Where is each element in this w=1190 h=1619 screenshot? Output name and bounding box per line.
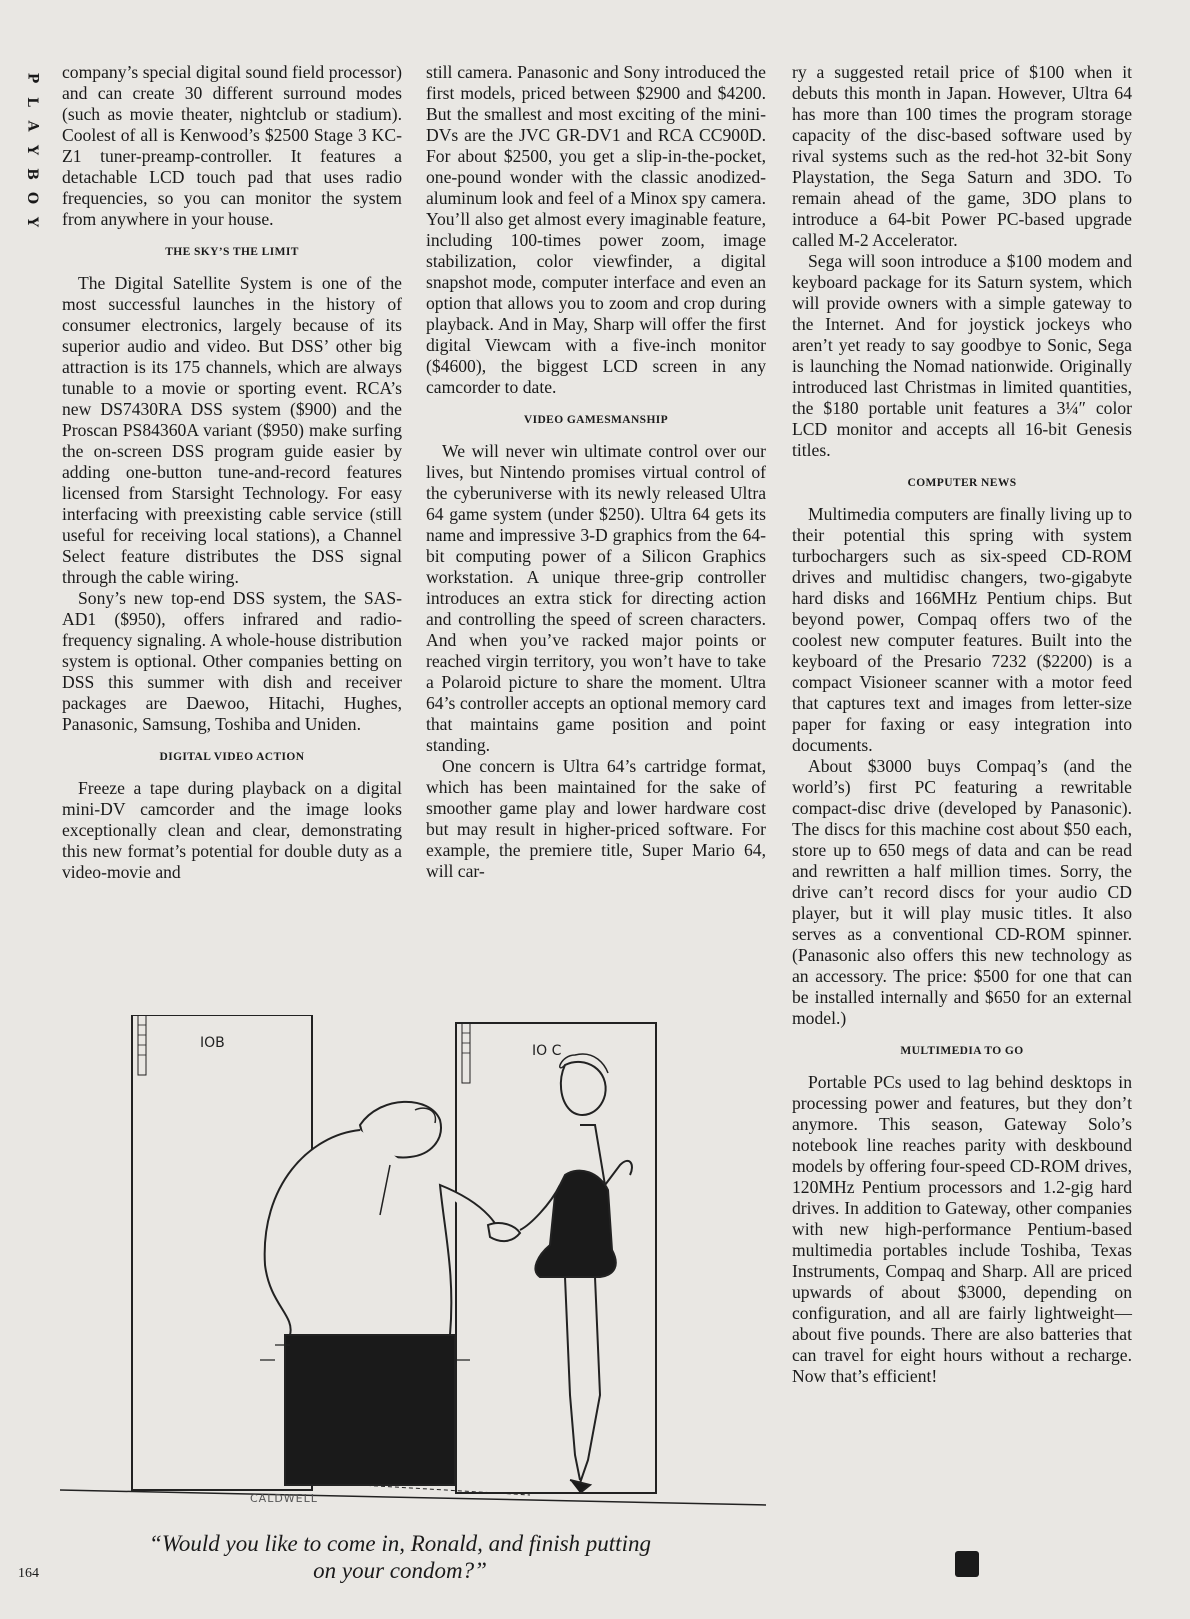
body-paragraph: One concern is Ultra 64’s cartridge format, which has been maintained for the sake of smoother game play and lower hardware cost but may result in higher-priced software. For example, the premiere title, Super Mario 64, will car- bbox=[426, 756, 766, 881]
body-paragraph: We will never win ultimate control over our lives, but Nintendo promises virtual control of the cyberuniverse with its newly released Ultra 64 game system (under $250). Ultra 64 gets its name and impressive 3-D graphics from the 64-bit computing power of a Silicon Graphics workstation. A unique three-grip controller introduces an extra stick for directing action and controlling the speed of screen characters. And when you’ve racked major points or reached virgin territory, you won’t have to take a Polaroid picture to share the moment. Ultra 64’s controller accepts an optional memory card that maintains game position and point standing. bbox=[426, 441, 766, 755]
cartoonist-signature: CALDWELL bbox=[250, 1492, 318, 1505]
handshake bbox=[488, 1223, 520, 1241]
page-number: 164 bbox=[18, 1566, 39, 1581]
rabbit-end-mark-icon bbox=[955, 1551, 979, 1577]
article-column-3 bbox=[792, 62, 1132, 1387]
section-logo-letter: Y bbox=[24, 145, 40, 155]
body-paragraph: Multimedia computers are finally living up to their potential this spring with system turbochargers such as six-speed CD-ROM drives and multidisc changers, two-gigabyte hard disks and 166MHz Pentium chips. But beyond power, Compaq offers two of the coolest new computer features. Built into the keyboard of the Presario 7232 ($2200) is a compact Visioneer scanner with a motor feed that captures text and images from letter-size paper for faxing or easy integration into documents. bbox=[792, 504, 1132, 755]
body-paragraph: ry a suggested retail price of $100 when it debuts this month in Japan. However, Ultra 64 has more than 100 times the program storage capacity of the disc-based software used by rival systems such as the red-hot 32-bit Sony Playstation, the Sega Saturn and 3DO. To remain ahead of the game, 3DO plans to introduce a 64-bit Power PC-based upgrade called M-2 Accelerator. bbox=[792, 62, 1132, 250]
door-left-label: IOB bbox=[200, 1035, 225, 1051]
section-logo bbox=[22, 66, 42, 234]
section-logo-letter: A bbox=[24, 120, 40, 132]
section-logo-letter: B bbox=[24, 168, 40, 180]
section-logo-letter: O bbox=[23, 191, 40, 205]
section-logo-letter: Y bbox=[24, 217, 40, 227]
section-heading: COMPUTER NEWS bbox=[907, 477, 1017, 489]
floor-line bbox=[60, 1490, 766, 1505]
body-paragraph: The Digital Satellite System is one of the most successful launches in the history of consumer electronics, largely because of its superior audio and video. But DSS’ other big attraction is its 175 channels, which are always tunable to a movie or sporting event. RCA’s new DS7430RA DSS system ($900) and the Proscan PS84360A variant ($950) make surfing the on-screen DSS program guide easier by adding one-button tune-and-record features licensed from Starsight Technology. For easy interfacing with preexisting cable service (still useful for receiving local stations), a Channel Select feature distributes the DSS signal through the cable wiring. bbox=[62, 273, 402, 587]
section-heading: MULTIMEDIA TO GO bbox=[900, 1045, 1024, 1057]
section-heading: DIGITAL VIDEO ACTION bbox=[159, 751, 305, 763]
section-heading: THE SKY’S THE LIMIT bbox=[165, 246, 299, 258]
section-logo-letter: L bbox=[24, 97, 40, 107]
body-paragraph: Sega will soon introduce a $100 modem and keyboard package for its Saturn system, which will provide owners with a simple gateway to the Internet. And for joystick jockeys who aren’t yet ready to say goodbye to Sonic, Sega is launching the Nomad nationwide. Originally introduced last Christmas in limited quantities, the $180 portable unit features a 3¼″ color LCD monitor and accepts all 16-bit Genesis titles. bbox=[792, 251, 1132, 460]
man-figure bbox=[260, 1102, 500, 1485]
woman-figure bbox=[520, 1054, 632, 1493]
body-paragraph: still camera. Panasonic and Sony introduced the first models, priced between $2900 and $4200. But the smallest and most exciting of the mini-DVs are the JVC GR-DV1 and RCA CC900D. For about $2500, you get a slip-in-the-pocket, one-pound wonder with the classic anodized-aluminum look and feel of a Minox spy camera. You’ll also get almost every imaginable feature, including 100-times power zoom, image stabilization, color viewfinder, a digital snapshot mode, computer interface and even an option that allows you to zoom and crop during playback. And in May, Sharp will offer the first digital Viewcam with a five-inch monitor ($4600), the biggest LCD screen in any camcorder to date. bbox=[426, 62, 766, 397]
door-right-label: IO C bbox=[532, 1043, 562, 1059]
body-paragraph: Sony’s new top-end DSS system, the SAS-AD1 ($950), offers infrared and radio-frequency signaling. A whole-house distribution system is optional. Other companies betting on DSS this summer with dish and receiver packages are Daewoo, Hitachi, Hughes, Panasonic, Samsung, Toshiba and Uniden. bbox=[62, 588, 402, 734]
body-paragraph: About $3000 buys Compaq’s (and the world’s) first PC featuring a rewritable compact-disc drive (developed by Panasonic). The discs for this machine cost about $50 each, store up to 650 megs of data and can be read and rewritten a half million times. Sorry, the drive can’t record discs for your audio CD player, but it will play music titles. It also serves as a conventional CD-ROM spinner. (Panasonic also offers this new technology as an accessory. The price: $500 for one that can be installed internally and $650 for an external model.) bbox=[792, 756, 1132, 1028]
section-logo-letter: P bbox=[24, 72, 40, 84]
caption-line-2: on your condom?” bbox=[313, 1558, 487, 1583]
article-column-1 bbox=[62, 62, 402, 883]
cartoon-caption bbox=[110, 1530, 690, 1584]
section-heading: VIDEO GAMESMANSHIP bbox=[523, 414, 669, 426]
body-paragraph: company’s special digital sound field processor) and can create 30 different surround modes (such as movie theater, nightclub or stadium). Coolest of all is Kenwood’s $2500 Stage 3 KC-Z1 tuner-preamp-controller. It features a detachable LCD touch pad that uses radio frequencies, so you can monitor the system from anywhere in your house. bbox=[62, 62, 402, 229]
body-paragraph: Portable PCs used to lag behind desktops in processing power and features, but they don’t anymore. This season, Gateway Solo’s notebook line reaches parity with deskbound models by offering four-speed CD-ROM drives, 120MHz Pentium processors and 1.2-gig hard drives. In addition to Gateway, other companies with new high-performance Pentium-based multimedia portables include Toshiba, Texas Instruments, Compaq and Sharp. All are priced upwards of about $3000, depending on configuration, and all are fairly lightweight—about five pounds. There are also batteries that can travel for eight hours without a recharge. Now that’s efficient! bbox=[792, 1072, 1132, 1386]
cartoon-illustration bbox=[60, 1015, 766, 1525]
body-paragraph: Freeze a tape during playback on a digital mini-DV camcorder and the image looks exceptionally clean and clear, demonstrating this new format’s potential for double duty as a video-movie and bbox=[62, 778, 402, 882]
caption-line-1: “Would you like to come in, Ronald, and finish putting bbox=[149, 1531, 651, 1556]
article-column-2 bbox=[426, 62, 766, 882]
